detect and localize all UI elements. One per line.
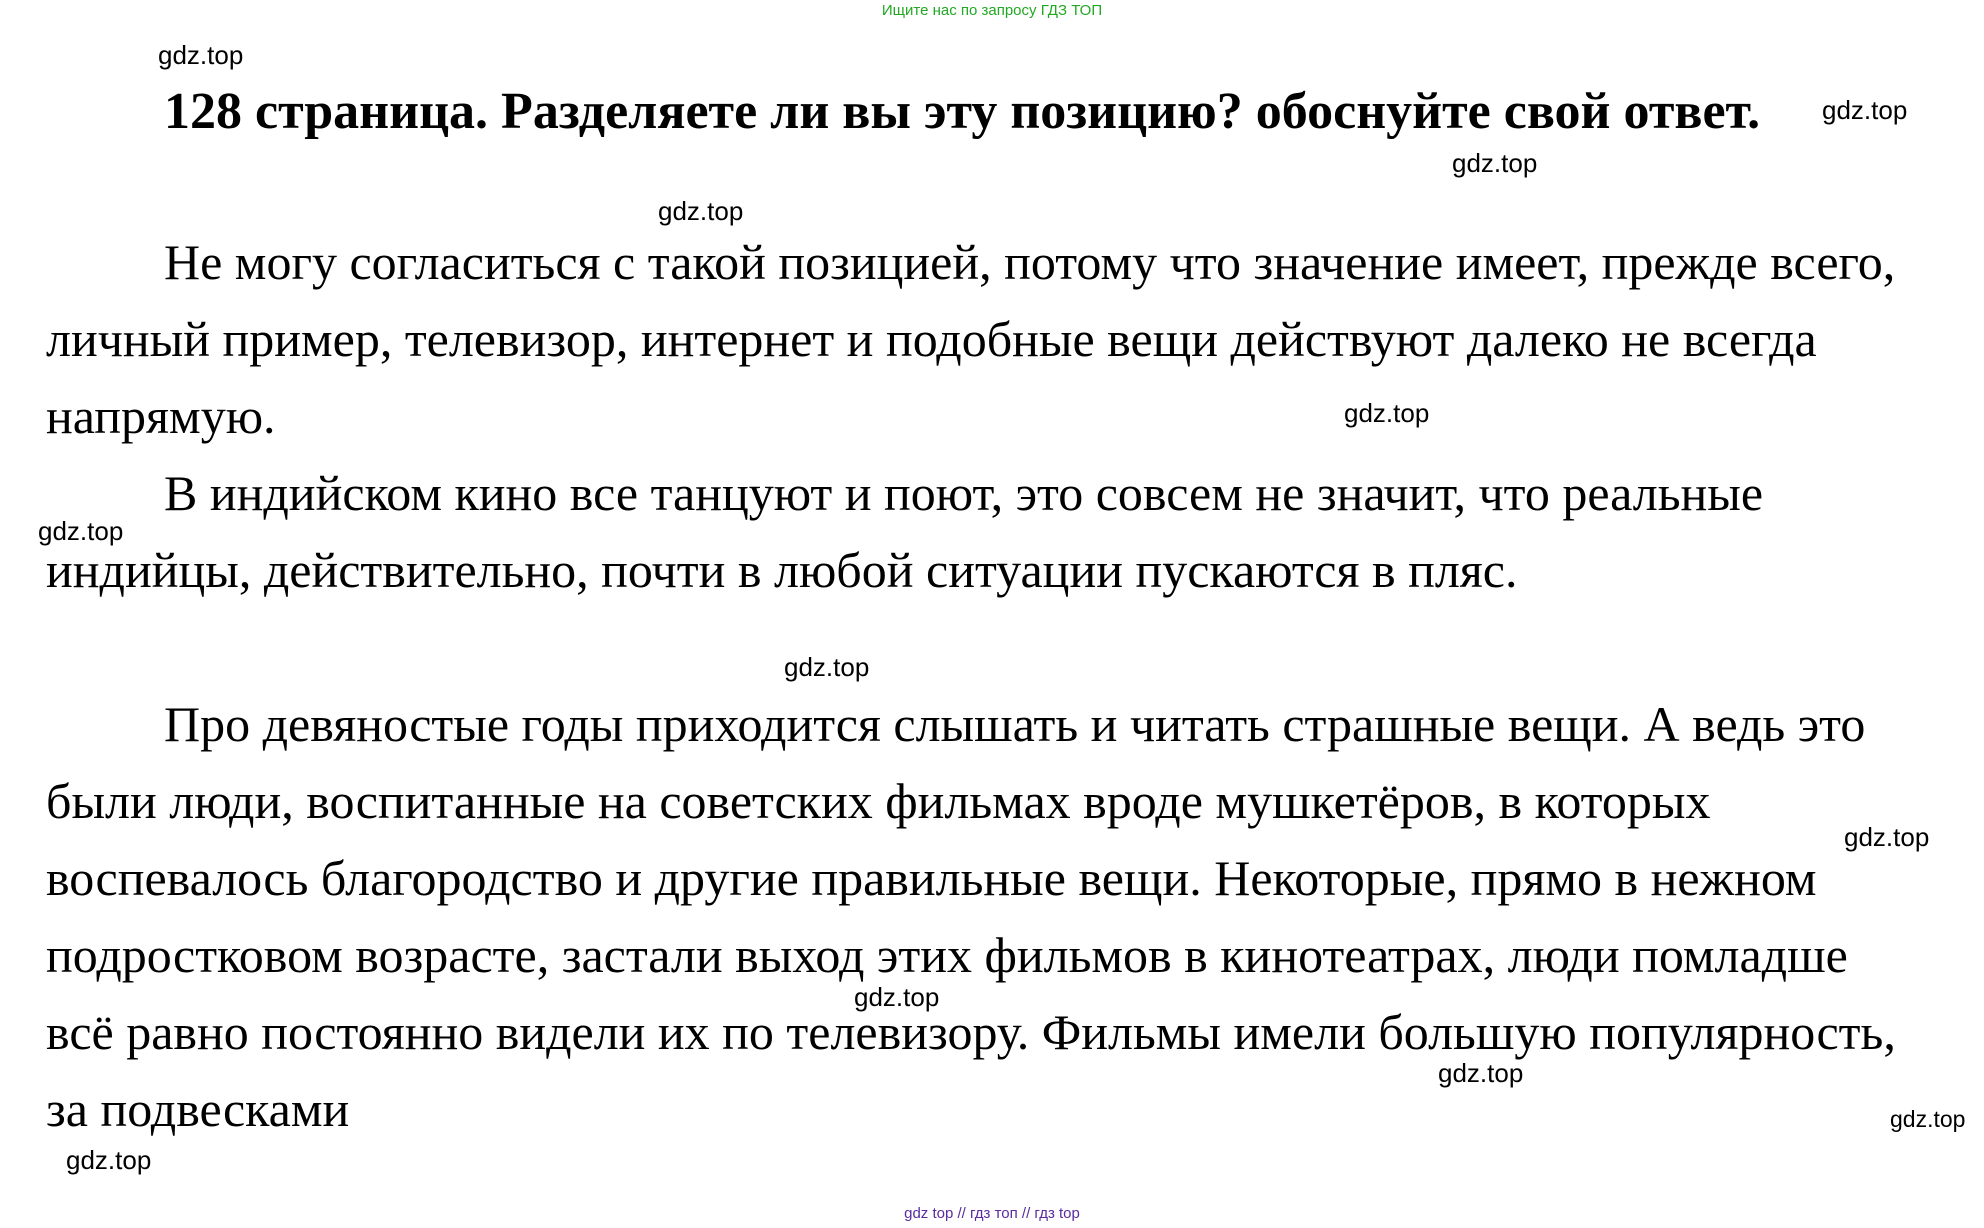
watermark: gdz.top <box>1344 398 1430 428</box>
paragraph-3: Про девяностые годы приходится слышать и читать страшные вещи. А ведь это были люди, воспитанные на советских фильмах вроде мушкетёров, в которых воспевалось благородство и другие правильные вещи. Некоторые, прямо в нежном подростковом возрасте, застали выход этих фильмов в кинотеатрах, люди помладше всё равно постоянно видели их по телевизору. Фильмы имели большую популярность, за подвесками <box>46 696 1896 1137</box>
search-banner: Ищите нас по запросу ГДЗ ТОП <box>881 2 1103 19</box>
watermark: gdz.top <box>1844 822 1930 852</box>
watermark: gdz.top <box>158 40 244 70</box>
watermark: gdz.top <box>1890 1106 1966 1132</box>
paragraph-1: Не могу согласиться с такой позицией, потому что значение имеет, прежде всего, личный пример, телевизор, интернет и подобные вещи действуют далеко не всегда напрямую. <box>46 234 1896 444</box>
watermark: gdz.top <box>1438 1058 1524 1088</box>
page-heading: 128 страница. Разделяете ли вы эту позицию? обоснуйте свой ответ. <box>164 83 1761 140</box>
paragraph-2: В индийском кино все танцуют и поют, это совсем не значит, что реальные индийцы, действительно, почти в любой ситуации пускаются в пляс. <box>46 465 1764 598</box>
watermark: gdz.top <box>66 1145 152 1175</box>
watermark: gdz.top <box>1452 148 1538 178</box>
watermark: gdz.top <box>38 516 124 546</box>
watermark: gdz.top <box>784 652 870 682</box>
footer-watermark: gdz top // гдз топ // гдз top <box>904 1205 1080 1222</box>
watermark: gdz.top <box>1822 95 1908 125</box>
watermark: gdz.top <box>658 196 744 226</box>
watermark: gdz.top <box>854 982 940 1012</box>
